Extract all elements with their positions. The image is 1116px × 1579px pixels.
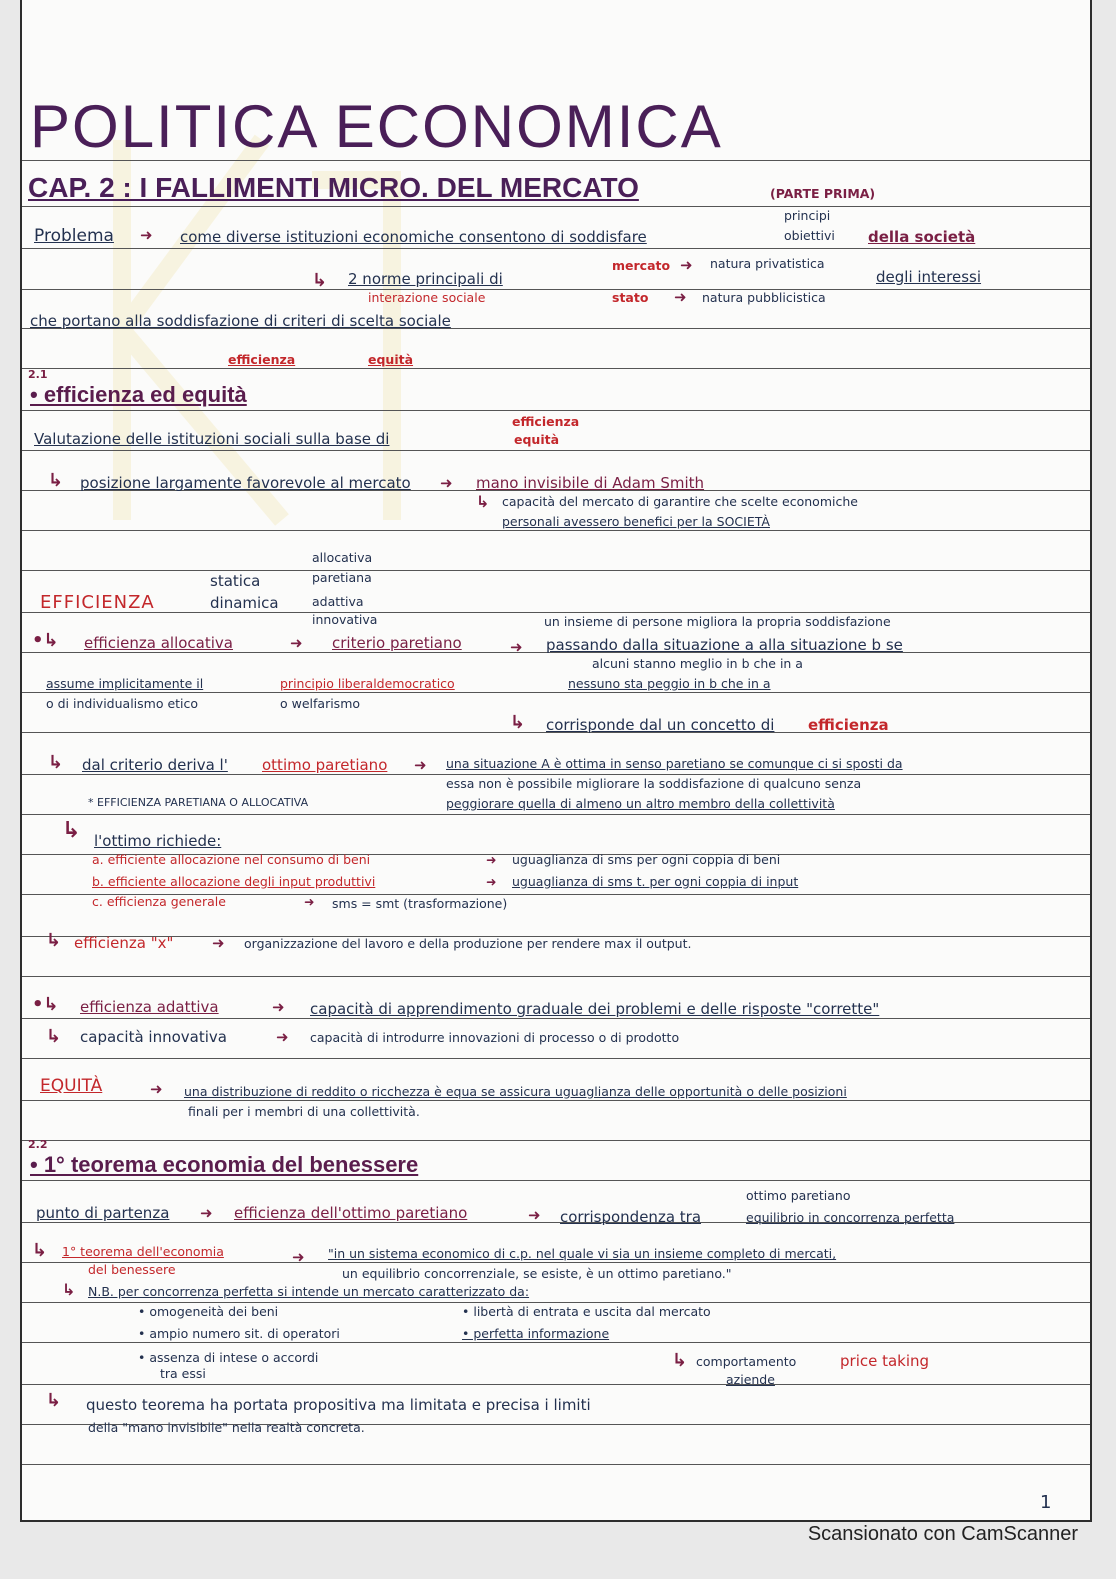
aziende-label: aziende bbox=[726, 1372, 775, 1387]
ottimo-def-3: peggiorare quella di almeno un altro membro della collettività bbox=[446, 796, 835, 811]
societa-label: della società bbox=[868, 228, 976, 246]
arrow-icon: ➜ bbox=[276, 1028, 289, 1046]
rule-line bbox=[22, 530, 1090, 531]
ottimo-c-2: sms = smt (trasformazione) bbox=[332, 896, 508, 911]
ottimo-def-1: una situazione A è ottima in senso paretiano se comunque ci si sposti da bbox=[446, 756, 903, 771]
rule-line bbox=[22, 1018, 1090, 1019]
welfarismo-line: o welfarismo bbox=[280, 696, 361, 711]
intro-line: come diverse istituzioni economiche consentono di soddisfare bbox=[180, 228, 647, 246]
ottimo-b-2: uguaglianza di sms t. per ogni coppia di input bbox=[512, 874, 799, 889]
ottimo-richiede: l'ottimo richiede: bbox=[94, 832, 222, 850]
arrow-icon: ➜ bbox=[486, 874, 497, 889]
equ-label: equità bbox=[514, 432, 560, 447]
stato-label: stato bbox=[612, 290, 649, 305]
notebook-page bbox=[20, 0, 1092, 1522]
rule-line bbox=[22, 1180, 1090, 1181]
section-heading-teorema: • 1° teorema economia del benessere bbox=[30, 1152, 419, 1177]
efficienza-allocativa: efficienza allocativa bbox=[84, 634, 233, 652]
rule-line bbox=[22, 450, 1090, 451]
corrisponde-efficienza: efficienza bbox=[808, 716, 889, 734]
capacita-line-1: capacità del mercato di garantire che scelte economiche bbox=[502, 494, 858, 509]
rule-line bbox=[22, 1302, 1090, 1303]
equita-line-1: una distribuzione di reddito o ricchezza è equa se assicura uguaglianza delle opportunità o delle posizioni bbox=[184, 1084, 847, 1099]
rule-line bbox=[22, 612, 1090, 613]
ottimo-note: * EFFICIENZA PARETIANA O ALLOCATIVA bbox=[88, 796, 309, 809]
price-taking: price taking bbox=[840, 1352, 930, 1370]
section-number: 2.1 bbox=[28, 368, 48, 381]
chapter-note: (PARTE PRIMA) bbox=[770, 186, 876, 201]
mercato-label: mercato bbox=[612, 258, 671, 273]
efficienza-ottimo: efficienza dell'ottimo paretiano bbox=[234, 1204, 468, 1222]
arrow-down-right-icon: ↳ bbox=[62, 818, 81, 843]
arrow-icon: ➜ bbox=[414, 756, 427, 774]
arrow-icon: ➜ bbox=[486, 852, 497, 867]
rule-line bbox=[22, 570, 1090, 571]
rule-line bbox=[22, 1058, 1090, 1059]
teorema-label-2: del benessere bbox=[88, 1262, 176, 1277]
arrow-icon: ➜ bbox=[292, 1248, 305, 1266]
capacita-innovativa-prefix: capacità innovativa bbox=[80, 1028, 227, 1046]
questo-line-2: della "mano invisibile" nella realtà concreta. bbox=[88, 1420, 365, 1435]
ottimo-a: a. efficiente allocazione nel consumo di beni bbox=[92, 852, 371, 867]
problema-label: Problema bbox=[34, 226, 114, 246]
arrow-down-right-icon: ↳ bbox=[312, 270, 328, 291]
rule-line bbox=[22, 248, 1090, 249]
rule-line bbox=[22, 1384, 1090, 1385]
arrow-icon: ➜ bbox=[440, 474, 453, 492]
arrow-down-right-icon: ↳ bbox=[510, 712, 526, 733]
nb-line: N.B. per concorrenza perfetta si intende un mercato caratterizzato da: bbox=[88, 1284, 530, 1299]
arrow-down-right-icon: ↳ bbox=[48, 470, 64, 491]
ottimo-c: c. efficienza generale bbox=[92, 894, 226, 909]
assume-line: assume implicitamente il bbox=[46, 676, 204, 691]
efficienza-adattiva: efficienza adattiva bbox=[80, 998, 219, 1016]
eff-label: efficienza bbox=[512, 414, 580, 429]
rule-line bbox=[22, 692, 1090, 693]
rule-line bbox=[22, 410, 1090, 411]
rule-line bbox=[22, 1342, 1090, 1343]
dal-criterio: dal criterio deriva l' bbox=[82, 756, 228, 774]
arrow-down-right-icon: ↳ bbox=[62, 1280, 76, 1299]
efficienza-label: efficienza bbox=[228, 352, 296, 367]
arrow-icon: ➜ bbox=[290, 634, 303, 652]
passando-line: passando dalla situazione a alla situazione b se bbox=[546, 636, 903, 654]
natura-pubblica: natura pubblicistica bbox=[702, 290, 826, 305]
rule-line bbox=[22, 368, 1090, 369]
comportamento-label: comportamento bbox=[696, 1354, 797, 1369]
ottimo-paretiano-label: ottimo paretiano bbox=[262, 756, 388, 774]
alcuni-line: alcuni stanno meglio in b che in a bbox=[592, 656, 803, 671]
teorema-quote-2: un equilibrio concorrenziale, se esiste, è un ottimo paretiano." bbox=[342, 1266, 732, 1281]
cp-item-3: • assenza di intese o accordi bbox=[138, 1350, 319, 1365]
rule-line bbox=[22, 774, 1090, 775]
obiettivi-label: obiettivi bbox=[784, 228, 835, 243]
cp-item-1: • omogeneità dei beni bbox=[138, 1304, 279, 1319]
mano-invisibile: mano invisibile di Adam Smith bbox=[476, 474, 705, 492]
due-norme: 2 norme principali di bbox=[348, 270, 503, 288]
innovativa-label: innovativa bbox=[312, 612, 378, 627]
punto-partenza: punto di partenza bbox=[36, 1204, 170, 1222]
rule-line bbox=[22, 976, 1090, 977]
intro-line-3: che portano alla soddisfazione di criteri di scelta sociale bbox=[30, 312, 451, 330]
allocativa-label: allocativa bbox=[312, 550, 373, 565]
arrow-down-right-icon: ↳ bbox=[46, 1390, 62, 1411]
equilibrio-prefix: equilibrio in concorrenza perfetta bbox=[746, 1210, 955, 1225]
efficienza-x-label: efficienza "x" bbox=[74, 934, 174, 952]
interazione-sociale: interazione sociale bbox=[368, 290, 486, 305]
questo-line-1: questo teorema ha portata propositiva ma limitata e precisa i limiti bbox=[86, 1396, 591, 1414]
arrow-icon: ➜ bbox=[140, 226, 153, 244]
cp-item-4: • libertà di entrata e uscita dal mercato bbox=[462, 1304, 711, 1319]
adattiva-label: adattiva bbox=[312, 594, 364, 609]
arrow-icon: ➜ bbox=[150, 1080, 163, 1098]
ottimo-b: b. efficiente allocazione degli input produttivi bbox=[92, 874, 376, 889]
rule-line bbox=[22, 1262, 1090, 1263]
rule-line bbox=[22, 1464, 1090, 1465]
rule-line bbox=[22, 814, 1090, 815]
arrow-icon: ➜ bbox=[674, 288, 687, 306]
page-number: 1 bbox=[1040, 1492, 1052, 1513]
arrow-icon: ➜ bbox=[528, 1206, 541, 1224]
arrow-down-right-icon: ↳ bbox=[48, 752, 64, 773]
cp-item-2: • ampio numero sit. di operatori bbox=[138, 1326, 340, 1341]
arrow-down-right-icon: ↳ bbox=[476, 492, 490, 511]
rule-line bbox=[22, 1100, 1090, 1101]
section-heading-efficienza-equita: • efficienza ed equità bbox=[30, 382, 247, 407]
insieme-line: un insieme di persone migliora la propria soddisfazione bbox=[544, 614, 891, 629]
valutazione-line: Valutazione delle istituzioni sociali sulla base di bbox=[34, 430, 390, 448]
arrow-down-right-icon: ↳ bbox=[672, 1350, 688, 1371]
arrow-icon: ➜ bbox=[510, 638, 523, 656]
chapter-title: CAP. 2 : I FALLIMENTI MICRO. DEL MERCATO bbox=[28, 172, 639, 203]
arrow-icon: ➜ bbox=[304, 894, 315, 909]
arrow-icon: ➜ bbox=[212, 934, 225, 952]
capacita-line-2: personali avessero benefici per la SOCIETÀ bbox=[502, 514, 770, 529]
criterio-paretiano: criterio paretiano bbox=[332, 634, 462, 652]
teorema-quote-1: "in un sistema economico di c.p. nel quale vi sia un insieme completo di mercati, bbox=[328, 1246, 837, 1261]
ottimo-paretiano-small: ottimo paretiano bbox=[746, 1188, 851, 1203]
corrisponde-line: corrisponde dal un concetto di bbox=[546, 716, 775, 734]
arrow-down-right-icon: •↳ bbox=[32, 630, 59, 651]
rule-line bbox=[22, 1140, 1090, 1141]
rule-line bbox=[22, 206, 1090, 207]
principi-label: principi bbox=[784, 208, 831, 223]
equita-label: equità bbox=[368, 352, 414, 367]
cp-item-5: • perfetta informazione bbox=[462, 1326, 610, 1341]
teorema-label-1: 1° teorema dell'economia bbox=[62, 1244, 224, 1259]
corrispondenza: corrispondenza tra bbox=[560, 1208, 702, 1226]
individualismo-line: o di individualismo etico bbox=[46, 696, 199, 711]
natura-privata: natura privatistica bbox=[710, 256, 825, 271]
equita-heading: EQUITÀ bbox=[40, 1076, 103, 1096]
ottimo-a-2: uguaglianza di sms per ogni coppia di beni bbox=[512, 852, 781, 867]
arrow-down-right-icon: •↳ bbox=[32, 994, 59, 1015]
arrow-icon: ➜ bbox=[200, 1204, 213, 1222]
arrow-down-right-icon: ↳ bbox=[32, 1240, 48, 1261]
posizione-line: posizione largamente favorevole al mercato bbox=[80, 474, 411, 492]
cp-item-3b: tra essi bbox=[160, 1366, 206, 1381]
degli-interessi: degli interessi bbox=[876, 268, 982, 286]
nessuno-line: nessuno sta peggio in b che in a bbox=[568, 676, 771, 691]
page-title: POLITICA ECONOMICA bbox=[30, 93, 723, 160]
principio-liberaldemocratico: principio liberaldemocratico bbox=[280, 676, 455, 691]
camscanner-footer: Scansionato con CamScanner bbox=[807, 1523, 1078, 1545]
efficienza-x-text: organizzazione del lavoro e della produzione per rendere max il output. bbox=[244, 936, 692, 951]
capacita-innovativa-text: capacità di introdurre innovazioni di processo o di prodotto bbox=[310, 1030, 680, 1045]
statica-label: statica bbox=[210, 572, 261, 590]
arrow-down-right-icon: ↳ bbox=[46, 930, 62, 951]
arrow-down-right-icon: ↳ bbox=[46, 1026, 62, 1047]
arrow-icon: ➜ bbox=[680, 256, 693, 274]
rule-line bbox=[22, 289, 1090, 290]
adattiva-text: capacità di apprendimento graduale dei problemi e delle risposte "corrette" bbox=[310, 1000, 880, 1018]
ottimo-def-2: essa non è possibile migliorare la soddisfazione di qualcuno senza bbox=[446, 776, 862, 791]
dinamica-label: dinamica bbox=[210, 594, 279, 612]
arrow-icon: ➜ bbox=[272, 998, 285, 1016]
paretiana-label: paretiana bbox=[312, 570, 372, 585]
section-number: 2.2 bbox=[28, 1138, 48, 1151]
efficienza-heading: EFFICIENZA bbox=[40, 592, 155, 613]
equita-line-2: finali per i membri di una collettività. bbox=[188, 1104, 420, 1119]
